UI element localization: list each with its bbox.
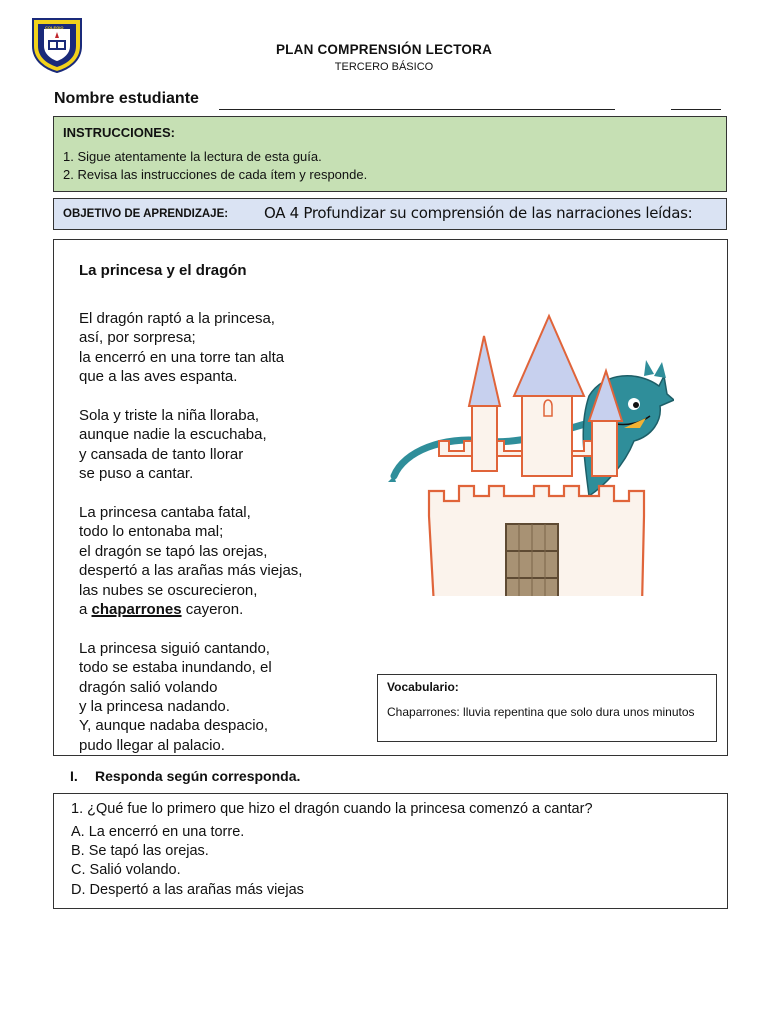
answer-option-a[interactable]: A. La encerró en una torre. — [71, 824, 245, 840]
poem-line: la encerró en una torre tan alta — [79, 348, 285, 366]
poem-stanza — [79, 309, 302, 387]
poem-line: Y, aunque nadaba despacio, — [79, 717, 269, 735]
instruction-item: 1. Sigue atentamente la lectura de esta guía. — [63, 149, 322, 164]
section-number: I. — [70, 768, 78, 784]
poem-line: El dragón raptó a la princesa, — [79, 310, 275, 327]
instructions-box — [53, 116, 727, 192]
poem-line: que a las aves espanta. — [79, 368, 238, 386]
story-box — [53, 239, 728, 756]
poem-stanza — [79, 503, 302, 619]
page-title: PLAN COMPRENSIÓN LECTORA — [275, 42, 493, 57]
question-box — [53, 793, 728, 909]
poem-line: La princesa cantaba fatal, — [79, 504, 251, 522]
student-name-label: Nombre estudiante — [54, 90, 199, 107]
poem-line: La princesa siguió cantando, — [79, 639, 270, 657]
student-name-field[interactable] — [219, 109, 615, 110]
page-subtitle: TERCERO BÁSICO — [334, 61, 434, 73]
poem-line: pudo llegar al palacio. — [79, 736, 225, 754]
line-suffix: cayeron. — [185, 601, 244, 619]
poem-line: el dragón se tapó las orejas, — [79, 542, 268, 560]
castle-dragon-illustration — [384, 276, 674, 596]
objective-text: OA 4 Profundizar su comprensión de las narraciones leídas: — [264, 204, 693, 222]
poem-line: todo se estaba inundando, el — [79, 659, 272, 677]
poem-line: aunque nadie la escuchaba, — [79, 426, 267, 444]
line-prefix: a — [79, 601, 88, 619]
instructions-title: INSTRUCCIONES: — [63, 125, 175, 140]
question-text: 1. ¿Qué fue lo primero que hizo el dragón cuando la princesa comenzó a cantar? — [71, 801, 593, 817]
poem — [79, 309, 302, 755]
answer-option-b[interactable]: B. Se tapó las orejas. — [71, 843, 209, 859]
answer-option-d[interactable]: D. Despertó a las arañas más viejas — [71, 882, 304, 898]
vocabulary-word: chaparrones — [91, 601, 182, 619]
story-title: La princesa y el dragón — [79, 262, 247, 279]
poem-line: y la princesa nadando. — [79, 698, 230, 716]
poem-line: dragón salió volando — [79, 678, 218, 696]
objective-box — [53, 198, 727, 230]
poem-line: Sola y triste la niña lloraba, — [79, 407, 260, 425]
poem-stanza — [79, 639, 302, 755]
poem-stanza — [79, 406, 302, 484]
poem-line-highlight — [79, 600, 302, 619]
logo-text: COLEGIO — [45, 25, 64, 30]
poem-line: y cansada de tanto llorar — [79, 445, 244, 463]
objective-label: OBJETIVO DE APRENDIZAJE: — [63, 208, 229, 220]
poem-line: las nubes se oscurecieron, — [79, 581, 258, 599]
poem-line: así, por sorpresa; — [79, 329, 196, 347]
section-title: Responda según corresponda. — [95, 768, 301, 784]
poem-line: despertó a las arañas más viejas, — [79, 562, 303, 580]
instruction-item: 2. Revisa las instrucciones de cada ítem y responde. — [63, 167, 368, 182]
poem-line: se puso a cantar. — [79, 465, 194, 483]
vocabulary-title: Vocabulario: — [387, 680, 459, 694]
poem-line: todo lo entonaba mal; — [79, 523, 224, 541]
vocabulary-definition: Chaparrones: lluvia repentina que solo dura unos minutos — [387, 705, 695, 719]
student-course-field[interactable] — [671, 109, 721, 110]
answer-option-c[interactable]: C. Salió volando. — [71, 862, 181, 878]
vocabulary-box — [377, 674, 717, 742]
